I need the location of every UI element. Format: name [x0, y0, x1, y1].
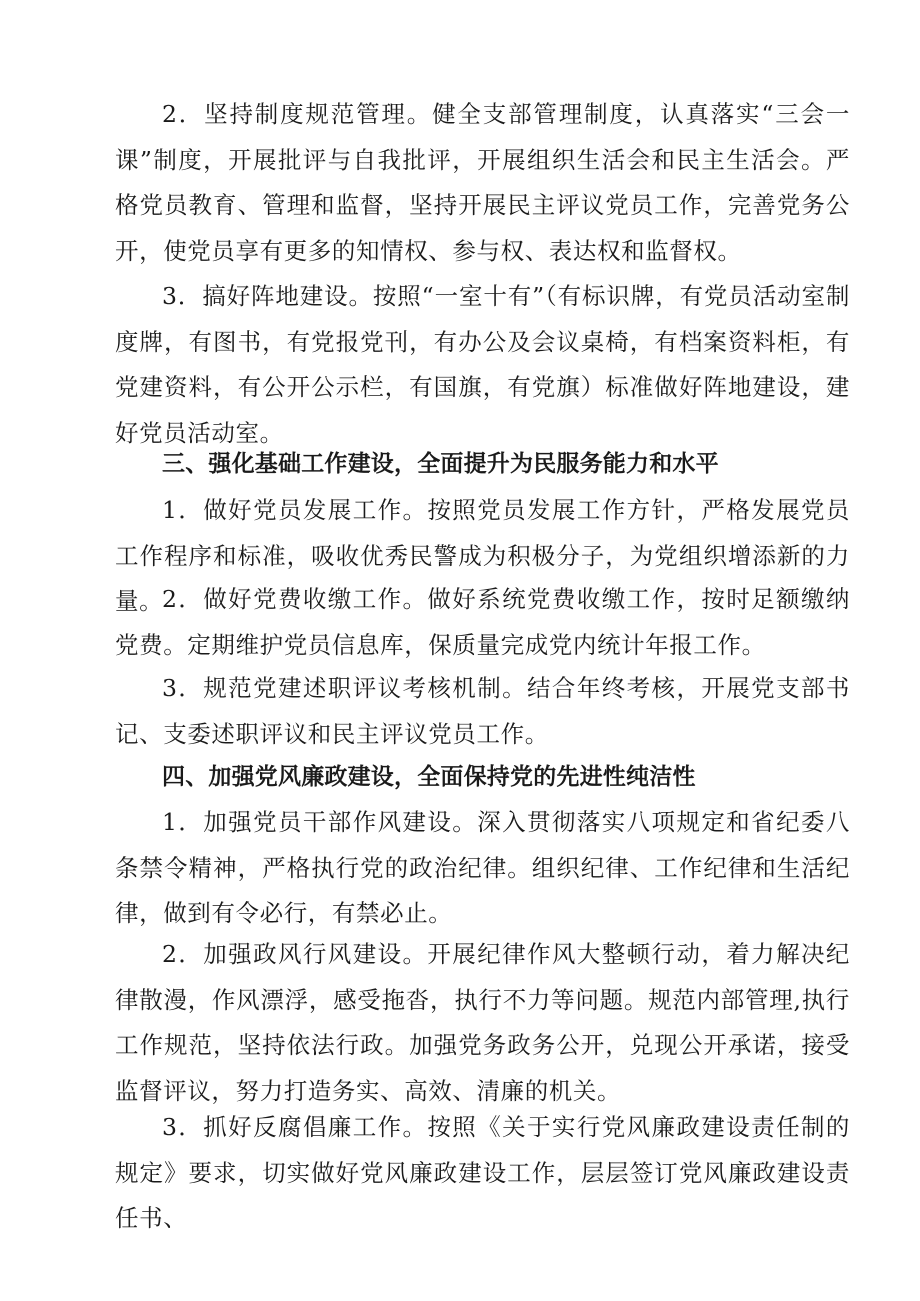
- paragraph-appraisal-mechanism: 3．规范党建述职评议考核机制。结合年终考核，开展党支部书记、支委述职评议和民主评议党员工作。: [115, 674, 850, 748]
- paragraph-cadre-style: 1．加强党员干部作风建设。深入贯彻落实八项规定和省纪委八条禁令精神，严格执行党的政治纪律。组织纪律、工作纪律和生活纪律，做到有令必行，有禁必止。: [115, 808, 850, 927]
- paragraph-party-dues: 2．做好党费收缴工作。做好系统党费收缴工作，按时足额缴纳党费。定期维护党员信息库，保质量完成党内统计年报工作。: [115, 585, 850, 659]
- paragraph-member-development: 1．做好党员发展工作。按照党员发展工作方针，严格发展党员工作程序和标准，吸收优秀民警成为积极分子，为党组织增添新的力量。: [115, 496, 850, 615]
- section-heading-4: 四、加强党风廉政建设，全面保持党的先进性纯洁性: [162, 764, 696, 790]
- paragraph-government-style: 2．加强政风行风建设。开展纪律作风大整顿行动，着力解决纪律散漫，作风漂浮，感受拖沓，执行不力等问题。规范内部管理,执行工作规范，坚持依法行政。加强党务政务公开，兑现公开承诺，接受监督评议，努力打造务实、高效、清廉的机关。: [115, 940, 850, 1105]
- paragraph-anti-corruption: 3．抓好反腐倡廉工作。按照《关于实行党风廉政建设责任制的规定》要求，切实做好党风廉政建设工作，层层签订党风廉政建设责任书、: [115, 1113, 850, 1232]
- paragraph-system-management: 2．坚持制度规范管理。健全支部管理制度，认真落实“三会一课”制度，开展批评与自我批评，开展组织生活会和民主生活会。严格党员教育、管理和监督，坚持开展民主评议党员工作，完善党务公开，使党员享有更多的知情权、参与权、表达权和监督权。: [115, 100, 850, 265]
- paragraph-position-construction: 3．搞好阵地建设。按照“一室十有”（有标识牌，有党员活动室制度牌，有图书，有党报党刊，有办公及会议桌椅，有档案资料柜，有党建资料，有公开公示栏，有国旗，有党旗）标准做好阵地建设，建好党员活动室。: [115, 282, 850, 447]
- section-heading-3: 三、强化基础工作建设，全面提升为民服务能力和水平: [162, 451, 719, 477]
